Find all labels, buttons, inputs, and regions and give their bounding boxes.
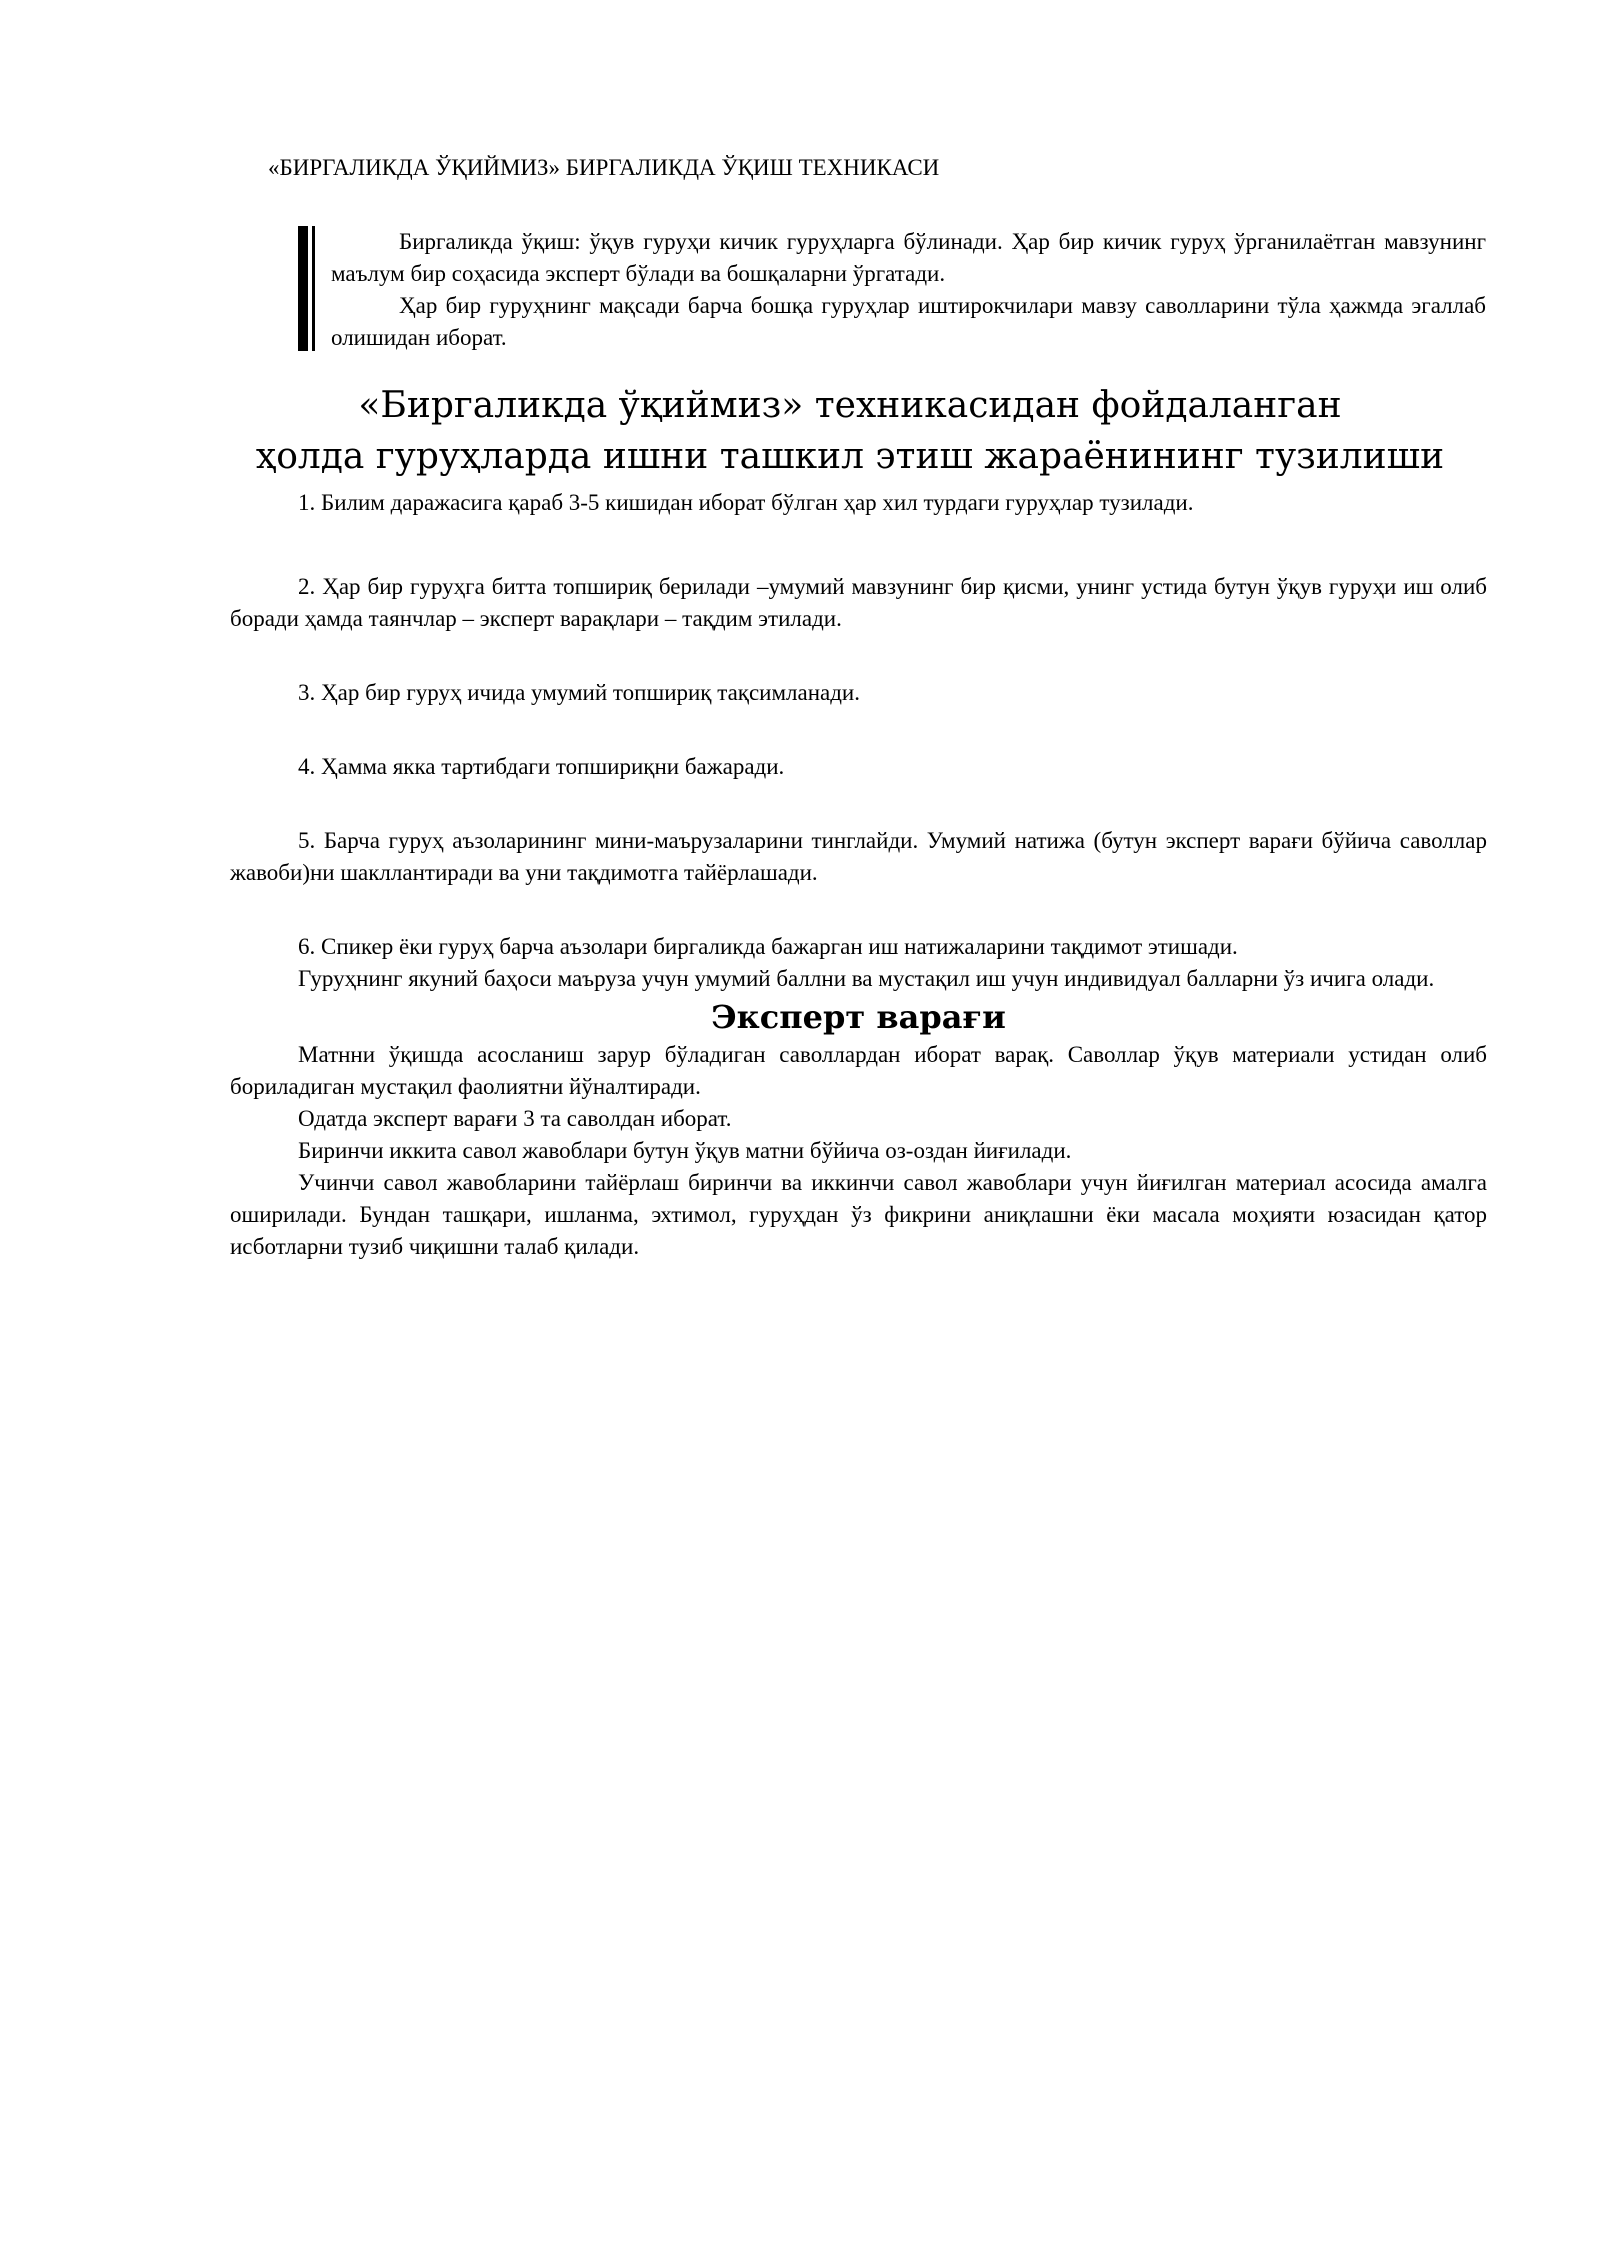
section-heading	[200, 380, 1500, 482]
section-heading-line-1: «Биргаликда ўқиймиз» техникасидан фойдаланган	[358, 385, 1342, 426]
expert-paragraph-1: Матнни ўқишда асосланиш зарур бўладиган саволлардан иборат варақ. Саволлар ўқув материали устидан олиб бориладиган мустақил фаолиятни йўналтиради.	[230, 1042, 1487, 1099]
spacer	[230, 519, 1487, 571]
intro-paragraph-2: Ҳар бир гуруҳнинг мақсади барча бошқа гуруҳлар иштирокчилари мавзу саволларини тўла ҳажмда эгаллаб олишидан иборат.	[331, 293, 1486, 350]
intro-left-bar-thin	[312, 226, 315, 351]
intro-paragraph-1: Биргаликда ўқиш: ўқув гуруҳи кичик гуруҳларга бўлинади. Ҳар бир кичик гуруҳ ўрганилаётган мавзунинг маълум бир соҳасида эксперт бўлади ва бошқаларни ўргатади.	[331, 229, 1486, 286]
spacer	[230, 709, 1487, 751]
step-6: 6. Спикер ёки гуруҳ барча аъзолари биргаликда бажарган иш натижаларини тақдимот этишади.	[298, 934, 1238, 959]
steps-section	[230, 487, 1487, 1263]
intro-text	[331, 226, 1486, 354]
step-5: 5. Барча гуруҳ аъзоларининг мини-маърузаларини тинглайди. Умумий натижа (бутун эксперт варағи бўйича саволлар жавоби)ни шакллантиради ва уни тақдимотга тайёрлашади.	[230, 828, 1487, 885]
expert-paragraph-2: Одатда эксперт варағи 3 та саволдан иборат.	[298, 1106, 732, 1131]
step-3: 3. Ҳар бир гуруҳ ичида умумий топшириқ тақсимланади.	[298, 680, 860, 705]
expert-sheet-title: Эксперт варағи	[711, 998, 1006, 1036]
expert-paragraph-4: Учинчи савол жавобларини тайёрлаш биринчи ва иккинчи савол жавоблари учун йиғилган материал асосида амалга оширилади. Бундан ташқари, ишланма, эхтимол, гуруҳдан ўз фикрини аниқлашни ёки масала моҳияти юзасидан қатор исботларни тузиб чиқишни талаб қилади.	[230, 1170, 1487, 1259]
step-6-continuation: Гуруҳнинг якуний баҳоси маъруза учун умумий баллни ва мустақил иш учун индивидуал балларни ўз ичига олади.	[298, 966, 1435, 991]
step-4: 4. Ҳамма якка тартибдаги топшириқни бажаради.	[298, 754, 785, 779]
spacer	[230, 635, 1487, 677]
section-heading-line-2: ҳолда гуруҳларда ишни ташкил этиш жараёнининг тузилиши	[255, 436, 1445, 477]
step-2: 2. Ҳар бир гуруҳга битта топшириқ берилади –умумий мавзунинг бир қисми, унинг устида бутун ўқув гуруҳи иш олиб боради ҳамда таянчлар – эксперт варақлари – тақдим этилади.	[230, 574, 1487, 631]
document-title: «БИРГАЛИКДА ЎҚИЙМИЗ» БИРГАЛИКДА ЎҚИШ ТЕХНИКАСИ	[268, 155, 940, 180]
step-1: 1. Билим даражасига қараб 3-5 кишидан иборат бўлган ҳар хил турдаги гуруҳлар тузилади.	[298, 490, 1194, 515]
spacer	[230, 889, 1487, 931]
intro-left-bar-thick	[298, 226, 308, 351]
expert-paragraph-3: Биринчи иккита савол жавоблари бутун ўқув матни бўйича оз-оздан йиғилади.	[298, 1138, 1072, 1163]
spacer	[230, 783, 1487, 825]
